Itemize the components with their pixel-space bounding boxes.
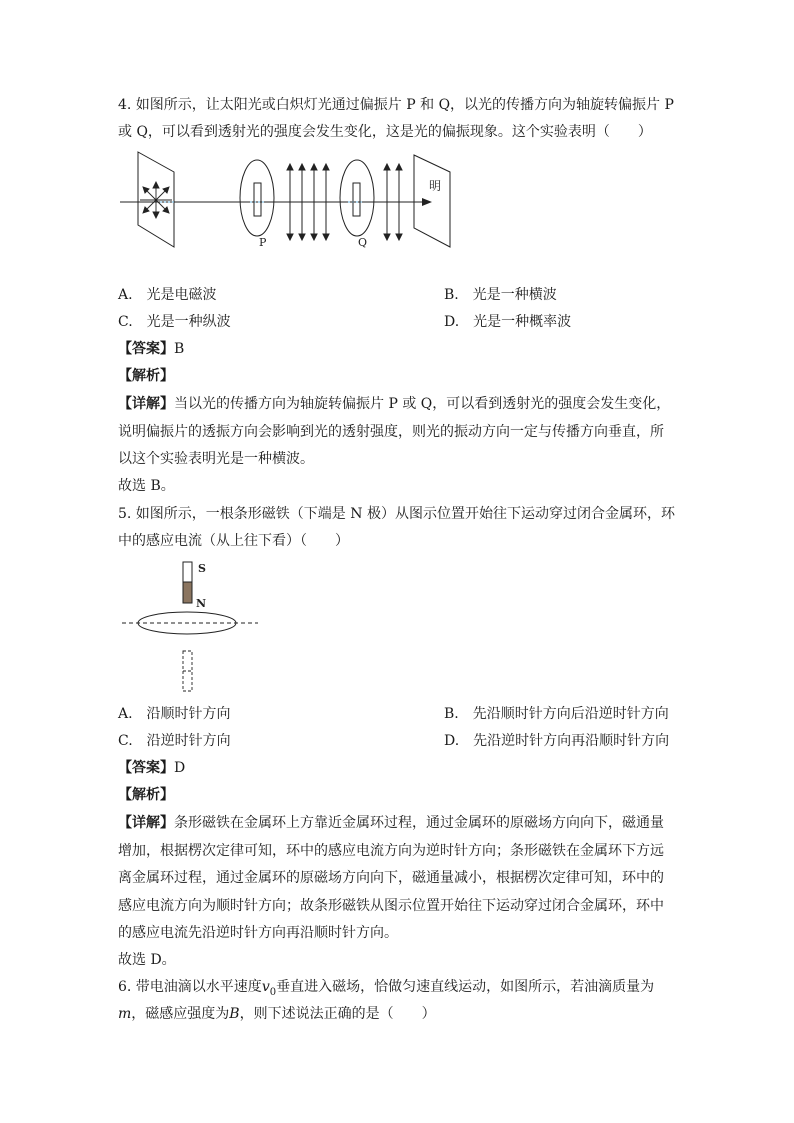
q6-stem-text1a: 6. 带电油滴以水平速度	[118, 979, 262, 995]
q5-detail-line4: 感应电流方向为顺时针方向；故条形磁铁从图示位置开始往下运动穿过闭合金属环，环中	[118, 898, 664, 914]
q5-detail-line5: 的感应电流先沿逆时针方向再沿顺时针方向。	[118, 925, 398, 941]
q4-detail-line3: 以这个实验表明光是一种横波。	[118, 451, 314, 467]
q6-m-symbol: m	[118, 1006, 132, 1022]
q5-option-c: C. 沿逆时针方向	[118, 733, 231, 749]
q5-option-a: A. 沿顺时针方向	[118, 706, 231, 722]
q5-stem-line1: 5. 如图所示，一根条形磁铁（下端是 N 极）从图示位置开始往下运动穿过闭合金属环，环	[118, 506, 675, 522]
q5-stem-line2: 中的感应电流（从上往下看）（ ）	[118, 533, 349, 549]
q4-option-a: A. 光是电磁波	[118, 287, 217, 303]
q5-answer-value: D	[174, 760, 186, 776]
bar-magnet-S-half	[183, 562, 192, 582]
q6-stem-text2a: ，磁感应强度为	[131, 1006, 230, 1022]
q6-stem-line1	[118, 977, 654, 1003]
q6-stem-text1b: 垂直进入磁场，恰做匀速直线运动，如图所示，若油滴质量为	[276, 979, 655, 995]
q5-detail-line2: 增加，根据楞次定律可知，环中的感应电流方向为逆时针方向；条形磁铁在金属环下方远	[118, 843, 664, 859]
q5-detail-line1	[118, 813, 664, 833]
label-S: S	[198, 562, 206, 575]
q5-option-d: D. 先沿逆时针方向再沿顺时针方向	[444, 733, 670, 749]
q4-option-b: B. 光是一种横波	[444, 287, 557, 303]
q6-stem-line2	[118, 1004, 436, 1024]
q4-analysis-tag: 【解析】	[118, 368, 174, 384]
q5-answer-tag: 【答案】	[118, 760, 174, 776]
label-Q: Q	[358, 236, 368, 249]
q4-detail-line2: 说明偏振片的透振方向会影响到光的透射强度，则光的振动方向一定与传播方向垂直，所	[118, 424, 664, 440]
q6-B-symbol: B	[229, 1006, 240, 1022]
q6-v0-symbol: v	[261, 979, 270, 995]
q4-stem-line1: 4. 如图所示，让太阳光或白炽灯光通过偏振片 P 和 Q，以光的传播方向为轴旋转偏振片 P	[118, 97, 674, 113]
q4-stem-line2: 或 Q，可以看到透射光的强度会发生变化，这是光的偏振现象。这个实验表明（ ）	[118, 124, 652, 140]
label-bright: 明	[429, 179, 442, 193]
q4-detail-tag: 【详解】	[118, 396, 174, 412]
q5-detail-text1: 条形磁铁在金属环上方靠近金属环过程，通过金属环的原磁场方向向下，磁通量	[174, 815, 664, 831]
q4-answer-value: B	[174, 341, 185, 357]
q5-conclusion: 故选 D。	[118, 952, 176, 968]
label-N: N	[196, 597, 207, 610]
q4-conclusion: 故选 B。	[118, 478, 175, 494]
q5-answer	[118, 758, 185, 778]
q6-v0-subscript: 0	[269, 986, 277, 998]
label-P: P	[259, 236, 267, 249]
q4-answer-tag: 【答案】	[118, 341, 174, 357]
q5-detail-line3: 离金属环过程，通过金属环的原磁场方向向下，磁通量减小，根据楞次定律可知，环中的	[118, 870, 664, 886]
q5-option-b: B. 先沿顺时针方向后沿逆时针方向	[444, 706, 669, 722]
q5-analysis-tag: 【解析】	[118, 787, 174, 803]
bar-magnet-N-half	[183, 582, 192, 603]
q4-option-d: D. 光是一种概率波	[444, 314, 572, 330]
q4-detail-text1: 当以光的传播方向为轴旋转偏振片 P 或 Q，可以看到透射光的强度会发生变化，	[174, 396, 671, 412]
q6-stem-text2b: ，则下述说法正确的是（ ）	[239, 1006, 436, 1022]
q4-option-c: C. 光是一种纵波	[118, 314, 231, 330]
q5-detail-tag: 【详解】	[118, 815, 174, 831]
